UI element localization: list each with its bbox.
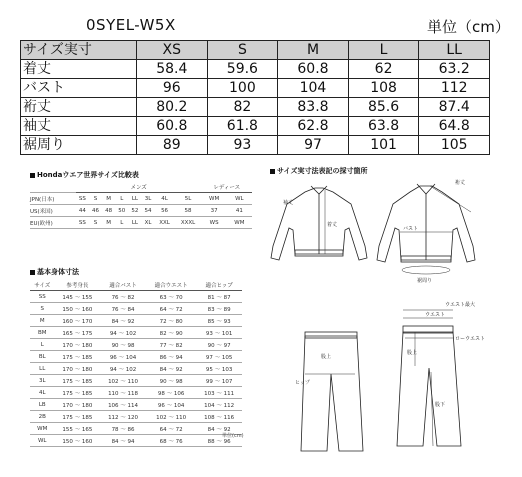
compare-cell: WM (227, 217, 252, 229)
body-cell: 94 〜 102 (100, 327, 146, 339)
body-cell: 96 〜 104 (100, 351, 146, 363)
table-cell: 89 (137, 136, 208, 155)
body-cell: 102 〜 110 (146, 411, 196, 423)
body-row (30, 399, 242, 411)
label-sleeve-top: 裄丈 (455, 180, 466, 186)
compare-cell: XL (141, 217, 154, 229)
body-cell: 175 〜 185 (54, 387, 100, 399)
table-cell: 82 (207, 98, 278, 117)
body-cell: 84 〜 92 (146, 363, 196, 375)
table-cell: 64.8 (419, 117, 490, 136)
compare-cell: WL (227, 193, 252, 205)
table-cell: 61.8 (207, 117, 278, 136)
body-cell: 68 〜 76 (146, 435, 196, 447)
table-cell: 60.8 (137, 117, 208, 136)
body-cell: M (30, 315, 54, 327)
body-cell: 90 〜 98 (100, 339, 146, 351)
row-label: 袖丈 (21, 117, 137, 136)
body-cell: 170 〜 180 (54, 399, 100, 411)
table-cell: 83.8 (278, 98, 349, 117)
table-cell: 87.4 (419, 98, 490, 117)
compare-row (30, 217, 252, 229)
body-cell: SS (30, 291, 54, 303)
table-cell: 93 (207, 136, 278, 155)
body-cell: 4L (30, 387, 54, 399)
diagram-title: サイズ実寸法表記の採寸箇所 (270, 166, 367, 176)
body-cell: 150 〜 160 (54, 303, 100, 315)
compare-cell: SS (76, 217, 89, 229)
body-cell: 72 〜 80 (146, 315, 196, 327)
body-header-cell: 適合バスト (100, 279, 146, 291)
product-code: 0SYEL-W5X (86, 16, 176, 34)
body-cell: 110 〜 118 (100, 387, 146, 399)
body-cell: BL (30, 351, 54, 363)
compare-table (30, 181, 252, 229)
jacket-front-collar (311, 186, 327, 194)
header-cell: L (348, 41, 419, 60)
table-row (21, 98, 490, 117)
table-cell: 63.2 (419, 60, 490, 79)
body-row (30, 363, 242, 375)
row-label: バスト (21, 79, 137, 98)
table-row (21, 117, 490, 136)
body-cell: 97 〜 105 (196, 351, 242, 363)
table-cell: 96 (137, 79, 208, 98)
table-cell: 112 (419, 79, 490, 98)
body-cell: 175 〜 185 (54, 375, 100, 387)
label-hem: 裾周り (417, 278, 433, 284)
jacket-back-collar (417, 184, 435, 194)
table-cell: 59.6 (207, 60, 278, 79)
compare-row-label: JPN(日本) (30, 193, 76, 205)
inseam-measure (431, 372, 433, 446)
body-header-cell: サイズ (30, 279, 54, 291)
body-cell: WL (30, 435, 54, 447)
body-row (30, 303, 242, 315)
table-cell: 62.8 (278, 117, 349, 136)
body-row (30, 339, 242, 351)
header-cell: XS (137, 41, 208, 60)
body-cell: 84 〜 92 (196, 423, 242, 435)
table-cell: 85.6 (348, 98, 419, 117)
body-cell: 86 〜 94 (146, 351, 196, 363)
label-bust: バスト (403, 226, 419, 232)
compare-cell: 5L (175, 193, 202, 205)
label-rise-front: 股上 (321, 354, 332, 360)
body-cell: 175 〜 185 (54, 351, 100, 363)
compare-cell: 3L (141, 193, 154, 205)
body-cell: 175 〜 185 (54, 411, 100, 423)
body-cell: LL (30, 363, 54, 375)
label-inseam: 股下 (435, 402, 446, 408)
label-waist-top: ウエスト最大 (445, 302, 476, 308)
pants-diagram (265, 296, 515, 456)
row-label: 着丈 (21, 60, 137, 79)
body-cell: 103 〜 111 (196, 387, 242, 399)
body-cell: 160 〜 170 (54, 315, 100, 327)
body-row (30, 327, 242, 339)
body-cell: 3L (30, 375, 54, 387)
unit-note: 単位(cm) (222, 433, 244, 439)
body-cell: 83 〜 89 (196, 303, 242, 315)
body-cell: S (30, 303, 54, 315)
compare-row-label: US(米国) (30, 205, 76, 217)
compare-cell: M (102, 217, 115, 229)
body-header-row (30, 279, 242, 291)
compare-cell: 46 (89, 205, 102, 217)
compare-cell: 4L (155, 193, 175, 205)
table-cell: 62 (348, 60, 419, 79)
pants-front-waistband (305, 332, 357, 338)
row-label: 裄丈 (21, 98, 137, 117)
row-label: 裾周り (21, 136, 137, 155)
body-cell: LB (30, 399, 54, 411)
body-row (30, 375, 242, 387)
table-row (21, 60, 490, 79)
body-cell: 2B (30, 411, 54, 423)
header-cell: サイズ実寸 (21, 41, 137, 60)
body-row (30, 291, 242, 303)
label-hip: ヒップ (295, 380, 310, 386)
table-row (21, 79, 490, 98)
compare-cell: WM (202, 193, 227, 205)
compare-cell: M (102, 193, 115, 205)
body-cell: 96 〜 104 (146, 399, 196, 411)
unit-label: 単位（cm） (427, 18, 510, 36)
body-cell: 82 〜 90 (146, 327, 196, 339)
table-cell: 101 (348, 136, 419, 155)
body-cell: 155 〜 165 (54, 423, 100, 435)
compare-cell: XXXL (175, 217, 202, 229)
size-table-header (21, 41, 490, 60)
body-cell: 106 〜 114 (100, 399, 146, 411)
compare-cell: S (89, 193, 102, 205)
body-cell: 76 〜 82 (100, 291, 146, 303)
compare-title: Hondaウエア世界サイズ比較表 (30, 170, 139, 180)
table-cell: 108 (348, 79, 419, 98)
body-cell: 102 〜 110 (100, 375, 146, 387)
body-row (30, 387, 242, 399)
compare-cell: 48 (102, 205, 115, 217)
table-cell: 58.4 (137, 60, 208, 79)
compare-row (30, 193, 252, 205)
body-row (30, 315, 242, 327)
body-cell: 145 〜 155 (54, 291, 100, 303)
compare-cell: WS (202, 217, 227, 229)
body-cell: 99 〜 107 (196, 375, 242, 387)
compare-cell: L (115, 217, 128, 229)
compare-cell: 56 (155, 205, 175, 217)
table-cell: 60.8 (278, 60, 349, 79)
compare-cell: 58 (175, 205, 202, 217)
table-row (21, 136, 490, 155)
body-cell: 85 〜 93 (196, 315, 242, 327)
body-cell: 170 〜 180 (54, 339, 100, 351)
body-cell: 84 〜 92 (100, 315, 146, 327)
header-cell: M (278, 41, 349, 60)
compare-row-label: EU(欧州) (30, 217, 76, 229)
body-cell: 90 〜 97 (196, 339, 242, 351)
table-cell: 80.2 (137, 98, 208, 117)
body-row (30, 435, 242, 447)
body-cell: 150 〜 160 (54, 435, 100, 447)
jacket-diagram (265, 176, 515, 296)
body-cell: 90 〜 98 (146, 375, 196, 387)
body-title: 基本身体寸法 (30, 267, 79, 277)
compare-cell: 54 (141, 205, 154, 217)
body-cell: 88 〜 96 (196, 435, 242, 447)
body-cell: 165 〜 175 (54, 327, 100, 339)
sleeve-top-measure (430, 186, 471, 212)
body-cell: 95 〜 103 (196, 363, 242, 375)
compare-cell: 52 (128, 205, 141, 217)
body-cell: BM (30, 327, 54, 339)
body-cell: 112 〜 120 (100, 411, 146, 423)
body-cell: 108 〜 116 (196, 411, 242, 423)
ladies-label: レディース (202, 181, 252, 193)
body-cell: 93 〜 101 (196, 327, 242, 339)
body-cell: 64 〜 72 (146, 423, 196, 435)
body-cell: 170 〜 180 (54, 363, 100, 375)
compare-cell: 37 (202, 205, 227, 217)
table-cell: 104 (278, 79, 349, 98)
compare-cell: XXL (155, 217, 175, 229)
table-cell: 97 (278, 136, 349, 155)
body-cell: 64 〜 72 (146, 303, 196, 315)
compare-cell: 41 (227, 205, 252, 217)
label-sleeve: 袖丈 (283, 200, 294, 206)
compare-cell: SS (76, 193, 89, 205)
size-table (20, 40, 490, 155)
body-cell: 98 〜 106 (146, 387, 196, 399)
body-cell: 84 〜 94 (100, 435, 146, 447)
body-row (30, 411, 242, 423)
body-cell: 77 〜 82 (146, 339, 196, 351)
body-cell: L (30, 339, 54, 351)
body-cell: 81 〜 87 (196, 291, 242, 303)
header-cell: LL (419, 41, 490, 60)
body-header-cell: 適合ウエスト (146, 279, 196, 291)
body-cell: 94 〜 102 (100, 363, 146, 375)
compare-cell: LL (128, 217, 141, 229)
body-cell: WM (30, 423, 54, 435)
body-size-table (30, 279, 242, 447)
label-length: 着丈 (327, 222, 338, 228)
body-row (30, 351, 242, 363)
body-cell: 104 〜 112 (196, 399, 242, 411)
body-cell: 76 〜 84 (100, 303, 146, 315)
body-cell: 78 〜 86 (100, 423, 146, 435)
compare-cell: LL (128, 193, 141, 205)
label-low-waist: ローウエスト (455, 336, 486, 342)
compare-cell: L (115, 193, 128, 205)
compare-cell: S (89, 217, 102, 229)
compare-row (30, 205, 252, 217)
body-header-cell: 適合ヒップ (196, 279, 242, 291)
hem-measure (402, 266, 450, 274)
compare-cell: 44 (76, 205, 89, 217)
body-header-cell: 参考身長 (54, 279, 100, 291)
compare-cell: 50 (115, 205, 128, 217)
table-cell: 105 (419, 136, 490, 155)
pants-front-outline (301, 336, 363, 451)
label-waist: ウエスト (425, 312, 446, 318)
table-cell: 100 (207, 79, 278, 98)
header-cell: S (207, 41, 278, 60)
body-cell: 63 〜 70 (146, 291, 196, 303)
mens-label: メンズ (76, 181, 202, 193)
table-cell: 63.8 (348, 117, 419, 136)
label-rise: 股上 (407, 350, 418, 356)
body-row (30, 423, 242, 435)
